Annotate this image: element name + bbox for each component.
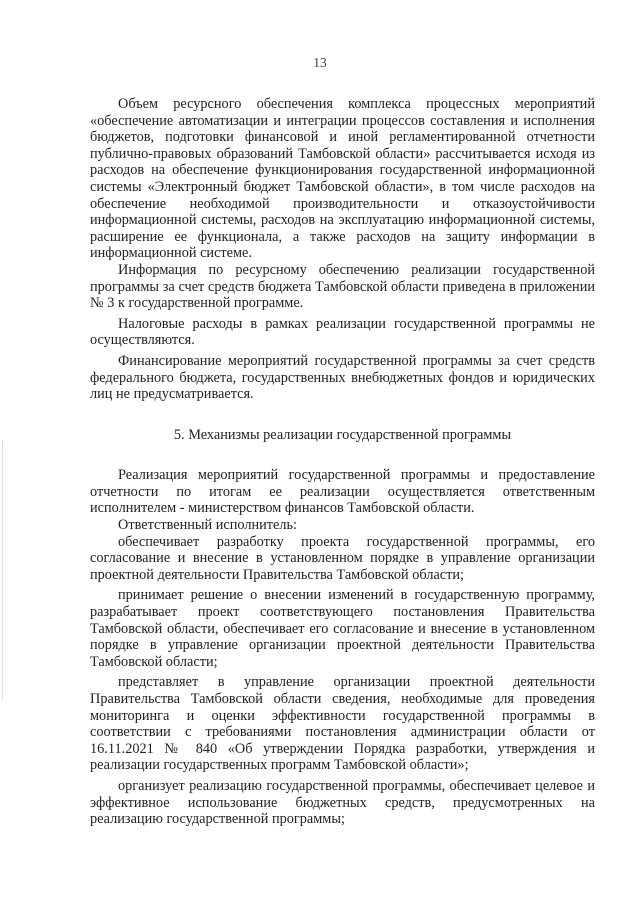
paragraph-financing: Финансирование мероприятий государственной программы за счет средств федерального бюджета, государственных внебюджетных фондов и юридических лиц не предусматривается. — [90, 352, 595, 403]
page-number: 13 — [313, 55, 327, 70]
paragraph-tax-expenses: Налоговые расходы в рамках реализации государственной программы не осуществляются. — [90, 315, 595, 349]
paragraph-executor-intro: Ответственный исполнитель: — [118, 517, 298, 534]
scan-margin-marks — [2, 440, 6, 700]
paragraph-implementation: Реализация мероприятий государственной программы и предоставление отчетности по итогам ее реализации осуществляется ответственным исполнителем - министерством финансов Тамбовской области. — [90, 467, 595, 517]
paragraph-resource-volume: Объем ресурсного обеспечения комплекса процессных мероприятий «обеспечение автоматизации и интеграции процессов составления и исполнения бюджетов, подготовки финансовой и иной регламентированной отчетности публично-правовых образований Тамбовской области» рассчитывается исходя из расходов на обеспечение функционирования государственной информационной системы «Электронный бюджет Тамбовской области», в том числе расходов на обеспечение необходимой производительности и отказоустойчивости информационной системы, расходов на эксплуатацию информационной системы, расширение ее функционала, а также расходов на защиту информации в информационной системе. — [90, 96, 595, 262]
paragraph-executor-duty-2: принимает решение о внесении изменений в государственную программу, разрабатывает проект соответствующего постановления Правительства Тамбовской области, обеспечивает его согласование и внесение в установленном порядке в управление организации проектной деятельности Правительства Тамбовской области; — [90, 587, 595, 670]
paragraph-executor-duty-1: обеспечивает разработку проекта государственной программы, его согласование и внесение в установленном порядке в управление организации проектной деятельности Правительства Тамбовской области; — [90, 533, 595, 583]
paragraph-executor-duty-4: организует реализацию государственной программы, обеспечивает целевое и эффективное использование бюджетных средств, предусмотренных на реализацию государственной программы; — [90, 777, 595, 828]
section-heading: 5. Механизмы реализации государственной программы — [173, 426, 512, 443]
paragraph-executor-duty-3: представляет в управление организации проектной деятельности Правительства Тамбовской области сведения, необходимые для проведения мониторинга и оценки эффективности государственной программы в соответствии с требованиями постановления администрации области от 16.11.2021 № 840 «Об утверждении Порядка разработки, утверждения и реализации государственных программ Тамбовской области»; — [90, 674, 595, 774]
paragraph-resource-info: Информация по ресурсному обеспечению реализации государственной программы за счет средств бюджета Тамбовской области приведена в приложении № 3 к государственной программе. — [90, 261, 595, 312]
document-body — [90, 96, 595, 828]
